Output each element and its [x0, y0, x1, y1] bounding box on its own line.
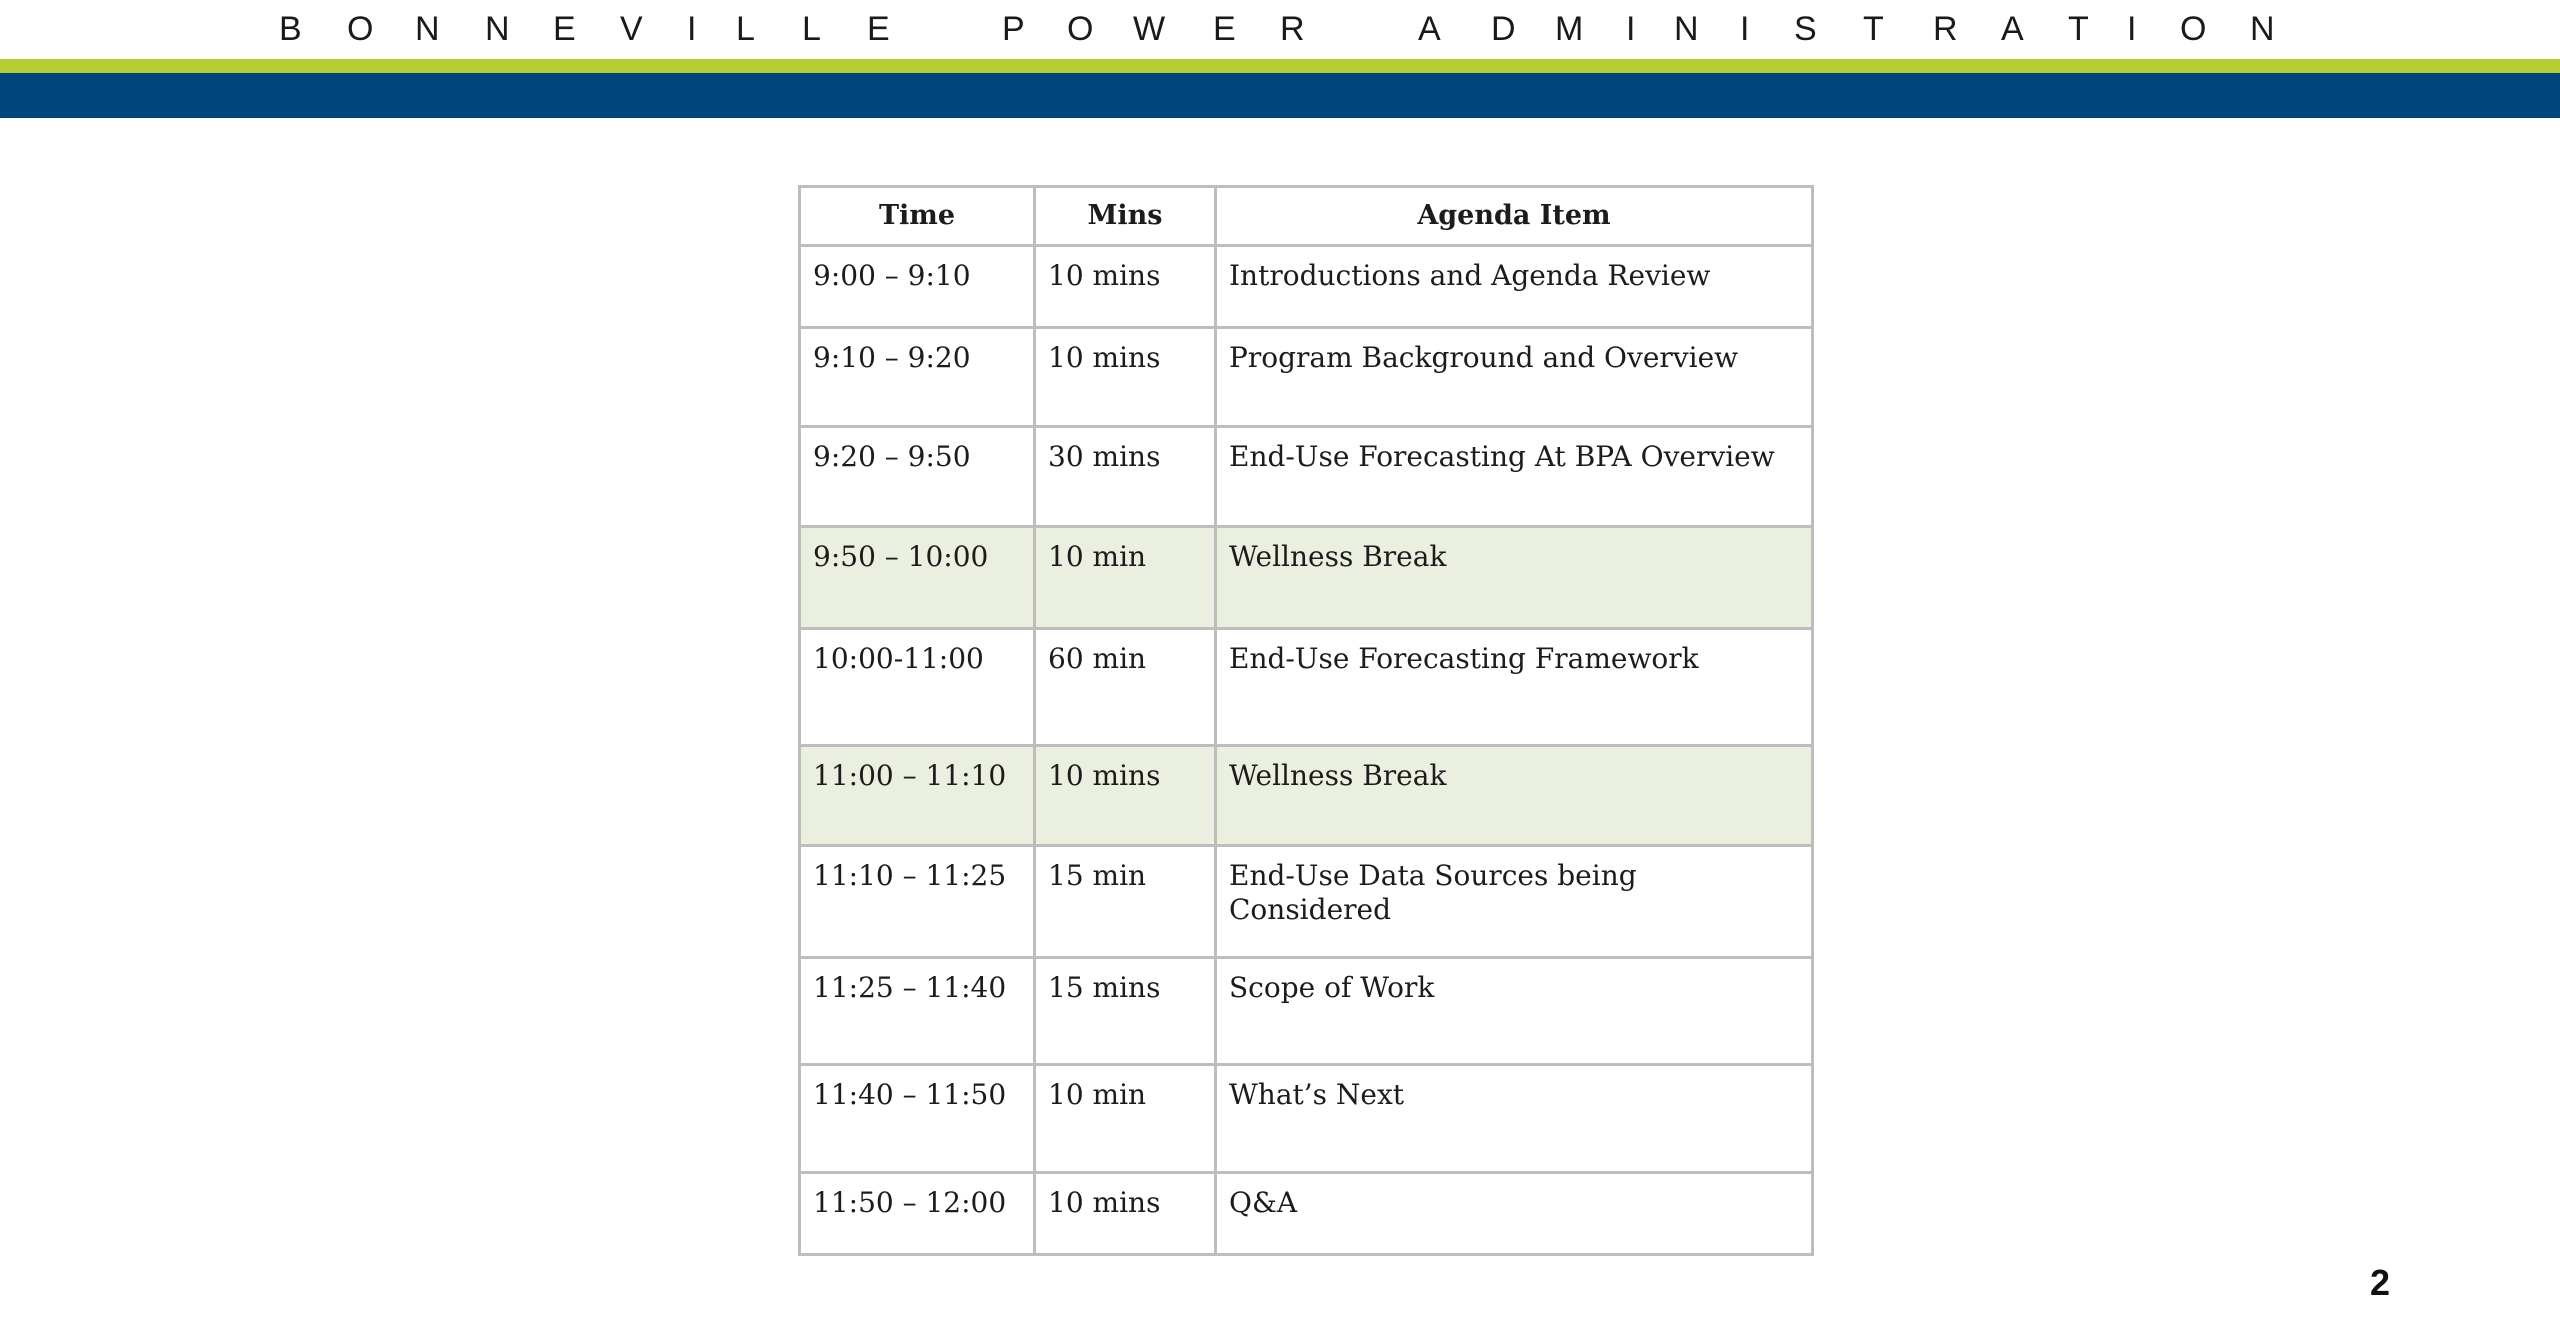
agenda-table: [798, 185, 1814, 1256]
time-cell: 9:00 – 9:10: [800, 246, 1035, 328]
time-cell: 9:10 – 9:20: [800, 328, 1035, 427]
org-letter: W: [1133, 10, 1166, 48]
break-row: [800, 746, 1813, 846]
org-letter: V: [620, 10, 643, 48]
org-letter: R: [1280, 10, 1305, 48]
mins-cell: 10 min: [1035, 527, 1216, 629]
time-cell: 11:10 – 11:25: [800, 846, 1035, 958]
org-letter: L: [736, 10, 755, 48]
org-letter: T: [1863, 10, 1884, 48]
mins-cell: 30 mins: [1035, 427, 1216, 527]
org-letter: N: [2250, 10, 2275, 48]
table-row: [800, 958, 1813, 1065]
org-letter: I: [687, 10, 697, 48]
break-row: [800, 527, 1813, 629]
org-letter: A: [1418, 10, 1441, 48]
org-letter: M: [1555, 10, 1584, 48]
org-letter: T: [2068, 10, 2089, 48]
time-cell: 11:40 – 11:50: [800, 1065, 1035, 1173]
mins-cell: 15 mins: [1035, 958, 1216, 1065]
org-letter: L: [802, 10, 821, 48]
time-column-header: Time: [800, 187, 1035, 246]
org-letter: N: [415, 10, 440, 48]
header-green-stripe: [0, 59, 2560, 73]
org-letter: E: [1213, 10, 1236, 48]
page-number: 2: [2369, 1262, 2390, 1303]
table-row: [800, 246, 1813, 328]
org-letter: R: [1933, 10, 1958, 48]
time-cell: 9:50 – 10:00: [800, 527, 1035, 629]
org-letter: O: [347, 10, 374, 48]
org-letter: E: [867, 10, 890, 48]
time-cell: 11:00 – 11:10: [800, 746, 1035, 846]
table-row: [800, 846, 1813, 958]
org-letter: D: [1491, 10, 1516, 48]
agenda-item-cell: Wellness Break: [1216, 746, 1813, 846]
agenda-item-cell: Introductions and Agenda Review: [1216, 246, 1813, 328]
agenda-item-cell: Program Background and Overview: [1216, 328, 1813, 427]
mins-column-header: Mins: [1035, 187, 1216, 246]
org-letter: A: [2001, 10, 2024, 48]
org-letter: B: [279, 10, 302, 48]
org-letter: E: [553, 10, 576, 48]
table-row: [800, 328, 1813, 427]
header-blue-band: [0, 73, 2560, 118]
org-letter: I: [1740, 10, 1750, 48]
table-header-row: [800, 187, 1813, 246]
org-letter: I: [1626, 10, 1636, 48]
org-letter: I: [2127, 10, 2137, 48]
agenda-item-cell: Wellness Break: [1216, 527, 1813, 629]
table-row: [800, 1173, 1813, 1255]
org-letter: N: [485, 10, 510, 48]
mins-cell: 10 mins: [1035, 746, 1216, 846]
time-cell: 11:25 – 11:40: [800, 958, 1035, 1065]
org-letter: S: [1794, 10, 1817, 48]
mins-cell: 15 min: [1035, 846, 1216, 958]
table-row: [800, 427, 1813, 527]
mins-cell: 10 mins: [1035, 1173, 1216, 1255]
table-row: [800, 1065, 1813, 1173]
agenda-item-column-header: Agenda Item: [1216, 187, 1813, 246]
org-letter: O: [1067, 10, 1094, 48]
mins-cell: 10 min: [1035, 1065, 1216, 1173]
agenda-item-cell: End-Use Data Sources being Considered: [1216, 846, 1813, 958]
agenda-item-cell: Q&A: [1216, 1173, 1813, 1255]
agenda-item-cell: End-Use Forecasting At BPA Overview: [1216, 427, 1813, 527]
org-letter: N: [1674, 10, 1699, 48]
org-letter: O: [2180, 10, 2207, 48]
organization-name: [0, 6, 2560, 54]
mins-cell: 60 min: [1035, 629, 1216, 746]
mins-cell: 10 mins: [1035, 328, 1216, 427]
agenda-item-cell: Scope of Work: [1216, 958, 1813, 1065]
time-cell: 9:20 – 9:50: [800, 427, 1035, 527]
org-letter: P: [1002, 10, 1025, 48]
agenda-item-cell: End-Use Forecasting Framework: [1216, 629, 1813, 746]
time-cell: 10:00-11:00: [800, 629, 1035, 746]
mins-cell: 10 mins: [1035, 246, 1216, 328]
table-row: [800, 629, 1813, 746]
time-cell: 11:50 – 12:00: [800, 1173, 1035, 1255]
agenda-item-cell: What’s Next: [1216, 1065, 1813, 1173]
